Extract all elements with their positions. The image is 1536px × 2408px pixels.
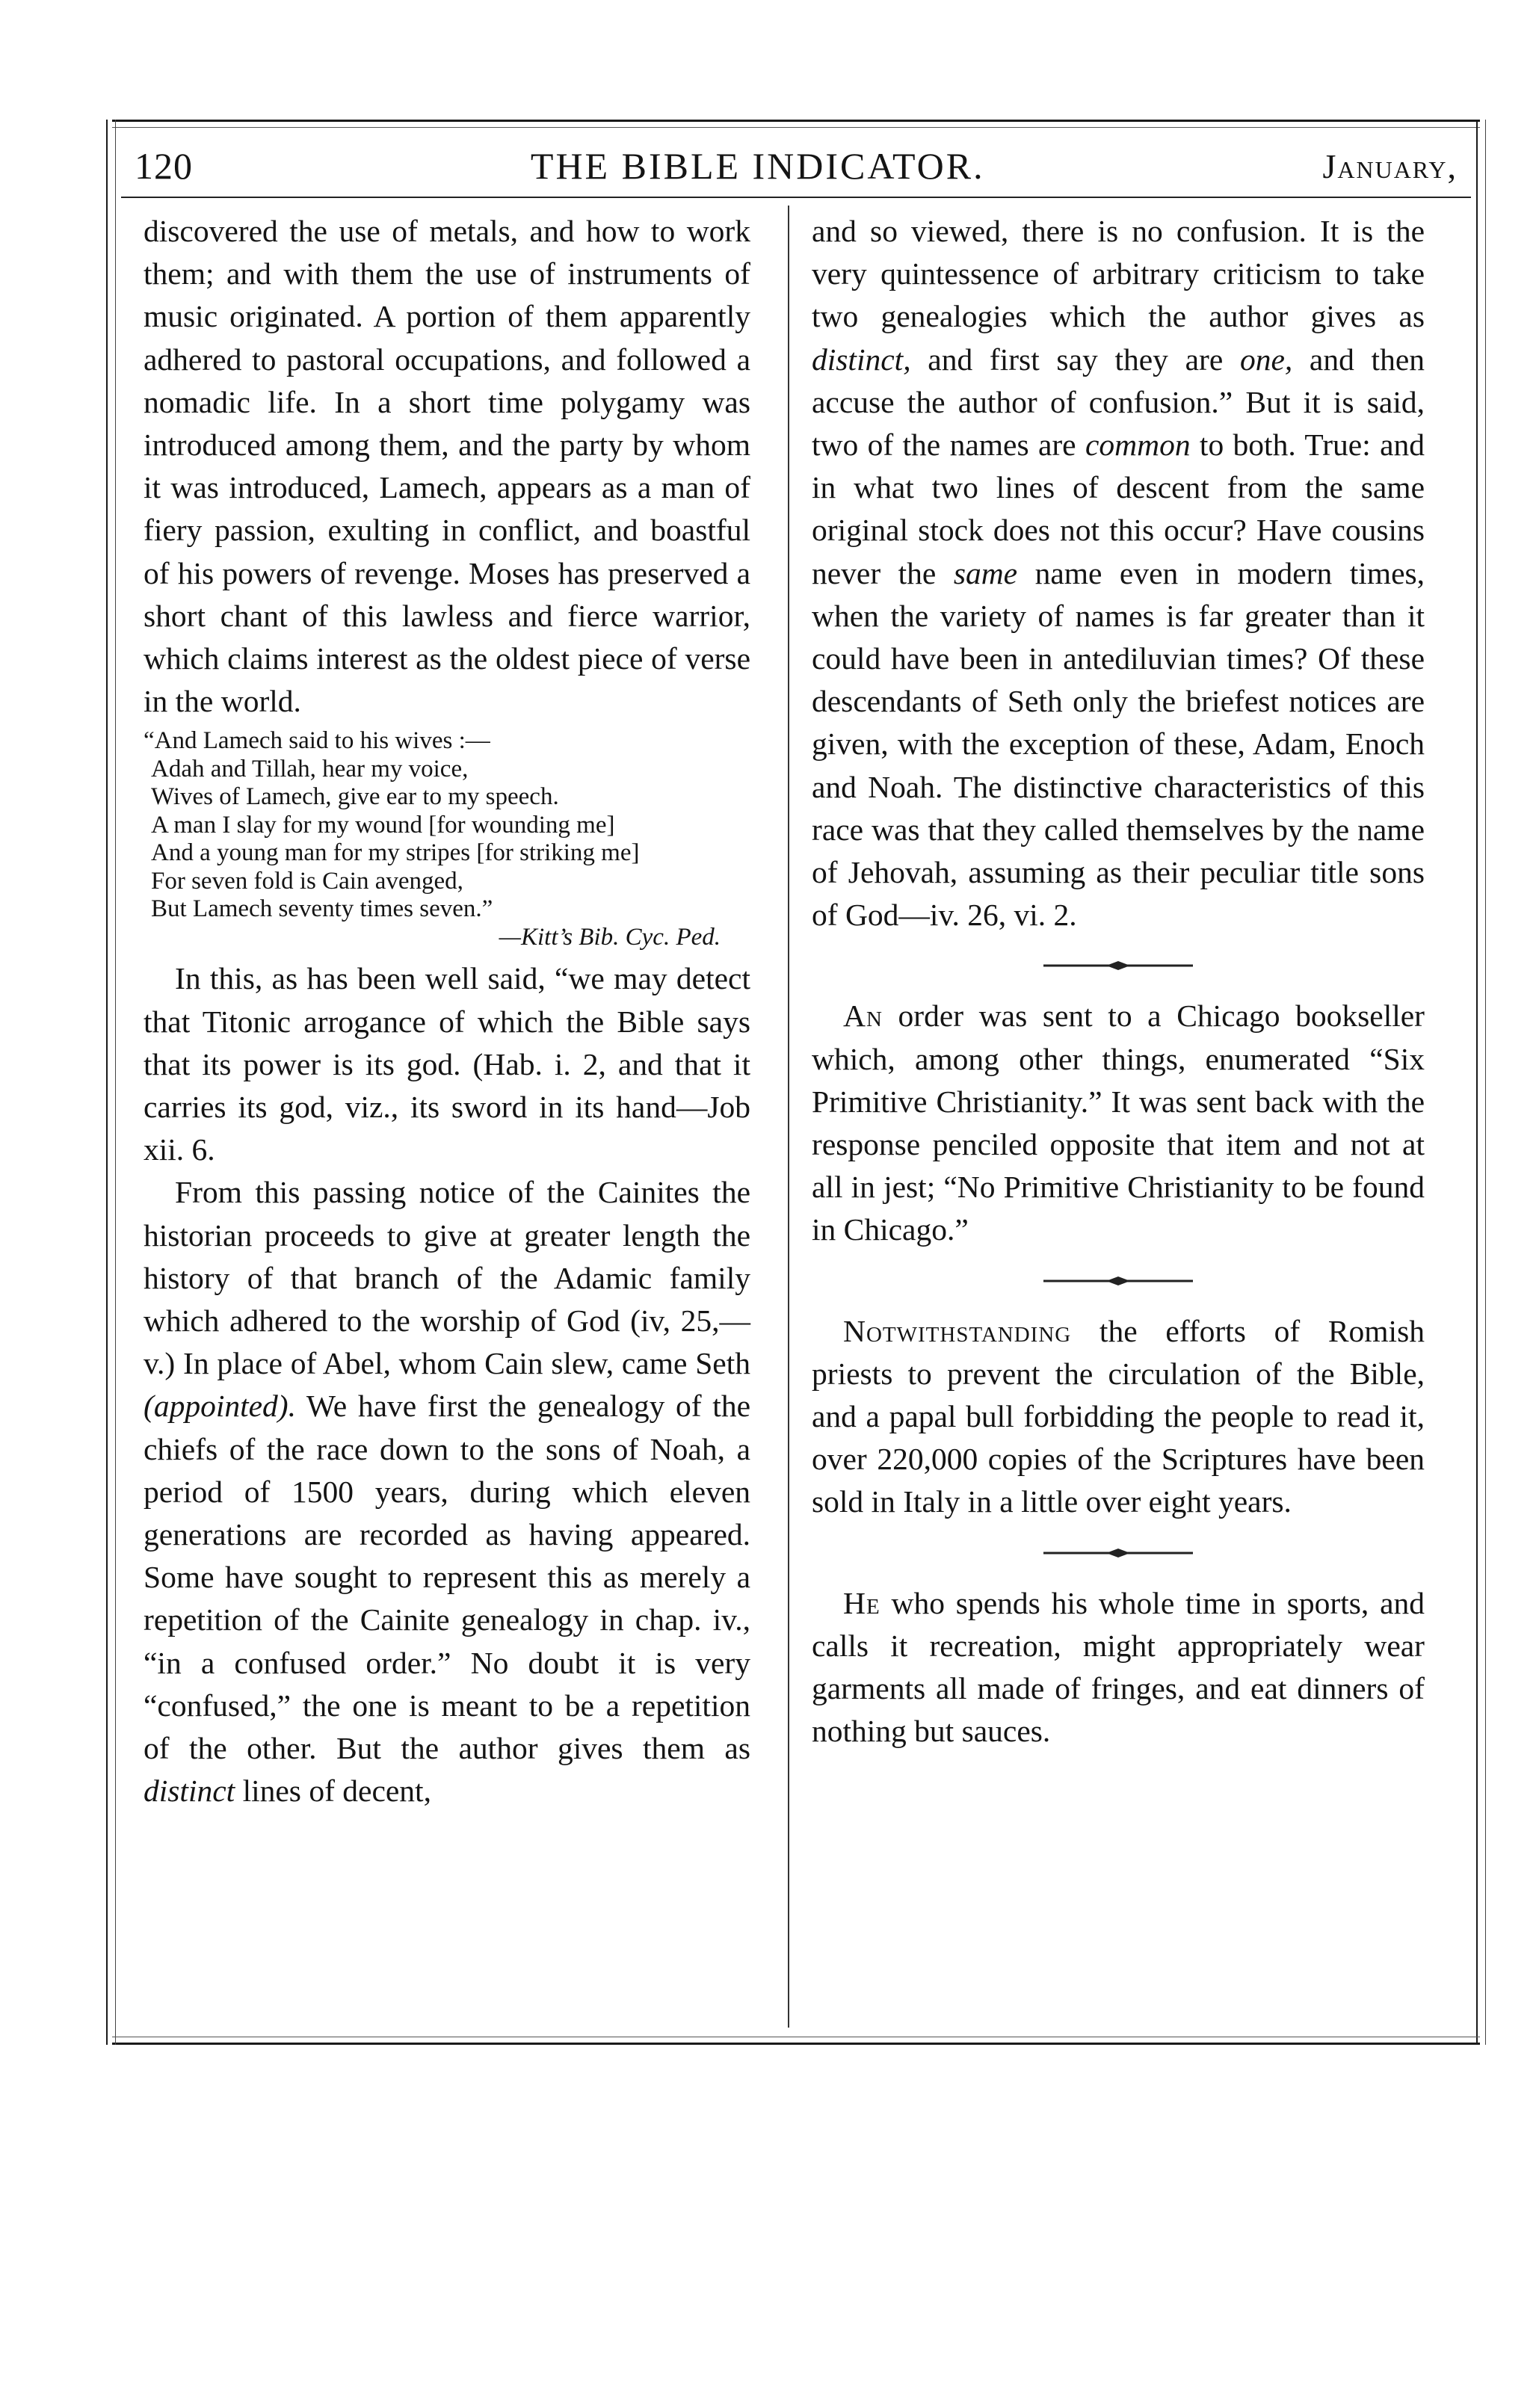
verse-line: For seven fold is Cain avenged, xyxy=(151,867,463,895)
paragraph-genealogies xyxy=(812,210,1425,936)
verse-line: Adah and Tillah, hear my voice, xyxy=(151,755,469,782)
paragraph-chicago-order xyxy=(812,995,1425,1251)
left-column xyxy=(144,210,750,1813)
text-run: and so viewed, there is no confusion. It is the very quintessence of arbitrary criticism to take two genealogies which the author gives as xyxy=(812,214,1425,334)
running-header xyxy=(135,138,1458,194)
emphasis: common xyxy=(1085,427,1191,463)
verse-citation: —Kitt’s Bib. Cyc. Ped. xyxy=(499,923,721,951)
right-column xyxy=(812,210,1425,1753)
section-ornament xyxy=(812,936,1425,995)
left-border-rule xyxy=(106,120,116,2045)
ornament-icon xyxy=(1043,1276,1193,1286)
emphasis: one, xyxy=(1239,342,1293,377)
lead-word: An xyxy=(843,998,883,1034)
journal-title: THE BIBLE INDICATOR. xyxy=(530,145,985,187)
page-frame xyxy=(112,120,1480,2045)
verse-line: And a young man for my stripes [for striking me] xyxy=(151,839,640,867)
header-rule xyxy=(121,197,1471,198)
lead-word: Notwithstanding xyxy=(843,1313,1072,1348)
text-run: to both. True: and in what two lines of descent from the same original stock does not this occur? Have cousins never the xyxy=(812,427,1425,590)
section-ornament xyxy=(812,1524,1425,1582)
text-run: the efforts of Romish priests to prevent the circulation of the Bible, and a papal bull forbidding the people to read it, over 220,000 copies of the Scriptures have been sold in Italy in a little over eight years. xyxy=(812,1313,1425,1519)
emphasis: same xyxy=(953,555,1018,590)
ornament-icon xyxy=(1043,960,1193,971)
right-border-rule xyxy=(1476,120,1486,2045)
emphasis: (appointed). xyxy=(144,1389,296,1424)
lead-word: He xyxy=(843,1585,880,1620)
text-run: From this passing notice of the Cainites the historian proceeds to give at greater length the history of that branch of the Adamic family which adhered to the worship of God (iv, 25,—v.) In place of Abel, whom Cain slew, came Seth xyxy=(144,1175,750,1381)
paragraph-titonic-arrogance: In this, as has been well said, “we may detect that Titonic arrogance of which the Bible says that its power is its god. (Hab. i. 2, and that it carries its god, viz., its sword in its hand—Job xii. 6. xyxy=(144,961,750,1167)
paragraph-metals: discovered the use of metals, and how to work them; and with them the use of instruments of music originated. A portion of them apparently adhered to pastoral occupations, and followed a nomadic life. In a short time polygamy was introduced among them, and the party by whom it was introduced, Lamech, appears as a man of fiery passion, exulting in conflict, and boastful of his powers of revenge. Moses has preserved a short chant of this lawless and fierce warrior, which claims interest as the oldest piece of verse in the world. xyxy=(144,214,750,719)
page-number: 120 xyxy=(135,145,193,187)
column-divider xyxy=(788,206,789,2028)
paragraph-romish-priests xyxy=(812,1310,1425,1524)
issue-month: January, xyxy=(1322,146,1458,185)
lamech-verse xyxy=(144,727,750,951)
emphasis: distinct xyxy=(144,1773,235,1809)
paragraph-recreation xyxy=(812,1582,1425,1753)
text-run: order was sent to a Chicago bookseller which, among other things, enumerated “Six Primitive Christianity.” It was sent back with the response penciled opposite that item and not at all in jest; “No Primitive Christianity to be found in Chicago.” xyxy=(812,998,1425,1247)
verse-line: “And Lamech said to his wives :— xyxy=(144,727,490,755)
verse-line: A man I slay for my wound [for wounding me] xyxy=(151,811,615,839)
verse-line: But Lamech seventy times seven.” xyxy=(151,895,493,923)
text-run: name even in modern times, when the variety of names is far greater than it could have been in antediluvian times? Of these descendants of Seth only the briefest notices are given, with the exception of these, Adam, Enoch and Noah. The distinctive characteristics of this race was that they called themselves by the name of Jehovah, assuming as their peculiar title sons of God—iv. 26, vi. 2. xyxy=(812,555,1425,933)
emphasis: distinct, xyxy=(812,342,911,377)
text-run: lines of decent, xyxy=(235,1773,431,1809)
text-run: and then accuse the author of confusion.” But it is said, two of the names are xyxy=(812,342,1425,463)
verse-line: Wives of Lamech, give ear to my speech. xyxy=(151,783,559,811)
text-run: who spends his whole time in sports, and calls it recreation, might appropriately wear garments all made of fringes, and eat dinners of nothing but sauces. xyxy=(812,1585,1425,1749)
ornament-icon xyxy=(1043,1548,1193,1558)
text-run: and first say they are xyxy=(910,342,1240,377)
section-ornament xyxy=(812,1252,1425,1310)
text-run: We have first the genealogy of the chiefs of the race down to the sons of Noah, a period of 1500 years, during which eleven generations are recorded as having appeared. Some have sought to represent this as merely a repetition of the Cainite genealogy in chap. iv., “in a confused order.” No doubt it is very “confused,” the one is meant to be a repetition of the other. But the author gives them as xyxy=(144,1389,750,1766)
paragraph-cainites xyxy=(144,1171,750,1812)
